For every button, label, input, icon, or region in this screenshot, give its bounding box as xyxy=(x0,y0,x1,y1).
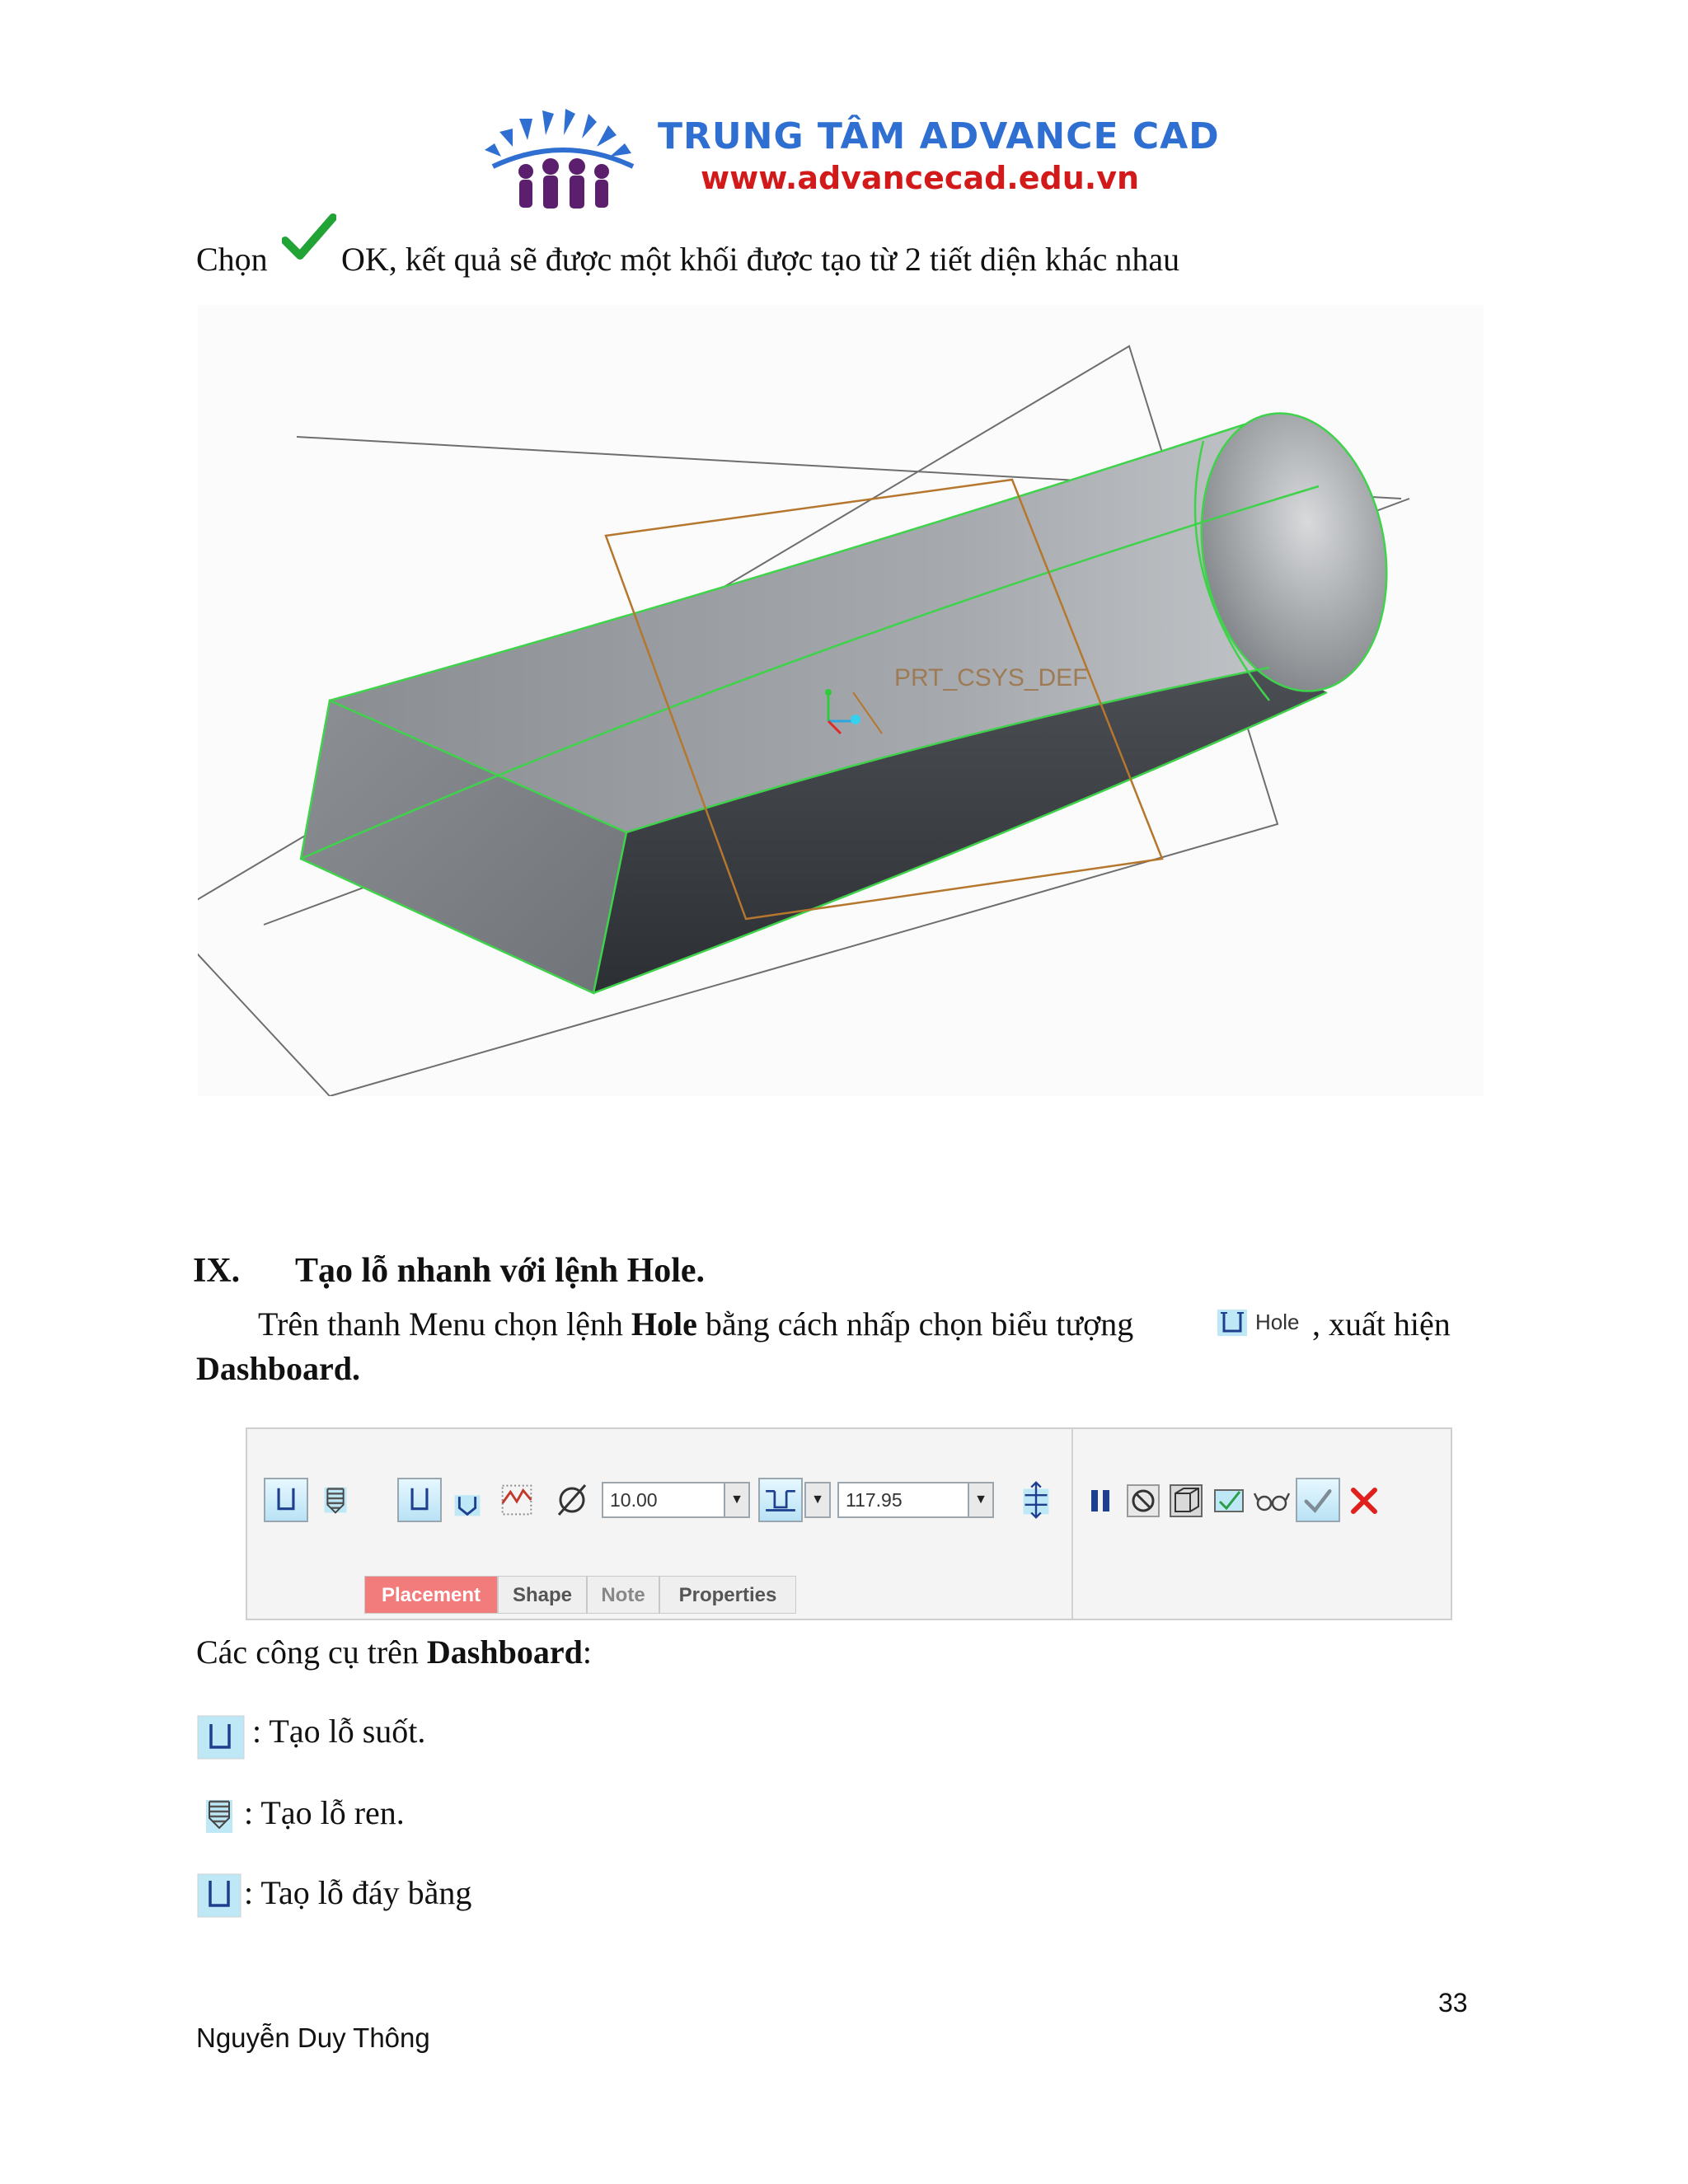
tab-note[interactable]: Note xyxy=(587,1576,659,1614)
body-text-c: bằng cách nhấp chọn biểu tượng xyxy=(696,1305,1134,1343)
diameter-input[interactable]: 10.00 xyxy=(602,1482,725,1518)
body-text-dashboard: Dashboard. xyxy=(196,1350,360,1387)
drill-point-hole-icon xyxy=(445,1478,490,1522)
toolbar-separator xyxy=(1071,1429,1073,1619)
section-title: Tạo lỗ nhanh với lệnh Hole. xyxy=(295,1252,706,1290)
intro-after: OK, kết quả sẽ được một khối được tạo từ 2 tiết diện khác nhau xyxy=(341,241,1180,278)
verify-mode-button[interactable] xyxy=(1208,1477,1250,1523)
preview-box-icon xyxy=(1165,1477,1207,1523)
diameter-icon xyxy=(554,1477,590,1523)
footer-author: Nguyễn Duy Thông xyxy=(196,2022,430,2053)
body-paragraph-line1 xyxy=(258,1305,1133,1344)
ok-button[interactable] xyxy=(1296,1477,1340,1523)
tools-intro-dashboard: Dashboard xyxy=(426,1633,583,1671)
sketch-profile-icon xyxy=(495,1478,539,1522)
verify-mode-icon xyxy=(1208,1477,1250,1523)
body-text-d: , xuất hiện xyxy=(1312,1305,1451,1343)
flip-depth-icon xyxy=(1014,1478,1058,1522)
logo-emblem-icon xyxy=(476,101,649,216)
threaded-hole-icon xyxy=(199,1793,239,1840)
flip-depth-button[interactable] xyxy=(1014,1477,1058,1523)
tab-placement[interactable]: Placement xyxy=(364,1576,498,1614)
drill-point-hole-button[interactable] xyxy=(445,1477,490,1523)
depth-dropdown-arrow[interactable]: ▼ xyxy=(968,1482,994,1518)
threaded-hole-icon xyxy=(313,1478,358,1522)
tools-intro xyxy=(196,1633,592,1672)
flat-bottom-hole-icon xyxy=(397,1478,442,1522)
swept-blend-model-figure xyxy=(198,305,1484,1096)
blind-depth-icon xyxy=(758,1478,803,1522)
glasses-icon xyxy=(1251,1477,1292,1523)
diameter-symbol xyxy=(554,1477,590,1523)
page-number: 33 xyxy=(1438,1988,1468,2018)
tool-item-flat-bottom: : Taọ lỗ đáy bằng xyxy=(244,1874,472,1911)
section-number: IX. xyxy=(193,1252,241,1290)
straight-hole-button[interactable] xyxy=(264,1477,308,1523)
body-text-hole: Hole xyxy=(631,1305,697,1343)
depth-option-dropdown-arrow[interactable]: ▼ xyxy=(804,1482,831,1518)
tool-item-threaded: : Tạo lỗ ren. xyxy=(244,1794,405,1831)
no-preview-icon xyxy=(1123,1477,1164,1523)
flat-bottom-hole-button[interactable] xyxy=(397,1477,442,1523)
check-icon xyxy=(1296,1478,1340,1522)
depth-input[interactable]: 117.95 xyxy=(837,1482,969,1518)
verify-button[interactable] xyxy=(1251,1477,1292,1523)
cancel-button[interactable] xyxy=(1343,1477,1385,1523)
pause-icon xyxy=(1080,1477,1121,1523)
pause-button[interactable] xyxy=(1080,1477,1121,1523)
logo-url: www.advancecad.edu.vn xyxy=(701,160,1140,196)
flat-bottom-hole-icon xyxy=(196,1872,242,1919)
sketched-hole-button[interactable] xyxy=(495,1477,539,1523)
tools-intro-c: : xyxy=(582,1633,592,1671)
close-icon xyxy=(1343,1477,1385,1523)
tab-shape[interactable]: Shape xyxy=(498,1576,587,1614)
hole-dashboard xyxy=(246,1427,1452,1620)
threaded-hole-button[interactable] xyxy=(313,1477,358,1523)
attached-preview-button[interactable] xyxy=(1165,1477,1207,1523)
logo-title: TRUNG TÂM ADVANCE CAD xyxy=(658,115,1220,157)
csys-label: PRT_CSYS_DEF xyxy=(894,664,1088,691)
depth-option-button[interactable] xyxy=(758,1477,803,1523)
no-preview-button[interactable] xyxy=(1123,1477,1164,1523)
check-ok-icon xyxy=(282,213,336,264)
tab-properties[interactable]: Properties xyxy=(659,1576,796,1614)
header-logo xyxy=(476,101,1220,216)
hole-command-label: Hole xyxy=(1255,1310,1300,1334)
tools-intro-a: Các công cụ trên xyxy=(196,1633,427,1671)
body-text-a: Trên thanh Menu chọn lệnh xyxy=(258,1305,631,1343)
straight-hole-icon xyxy=(196,1714,246,1760)
tool-item-straight: : Tạo lỗ suốt. xyxy=(252,1713,426,1750)
intro-before: Chọn xyxy=(196,241,268,278)
straight-hole-icon xyxy=(264,1478,308,1522)
diameter-dropdown-arrow[interactable]: ▼ xyxy=(724,1482,750,1518)
hole-command-icon xyxy=(1216,1306,1306,1339)
